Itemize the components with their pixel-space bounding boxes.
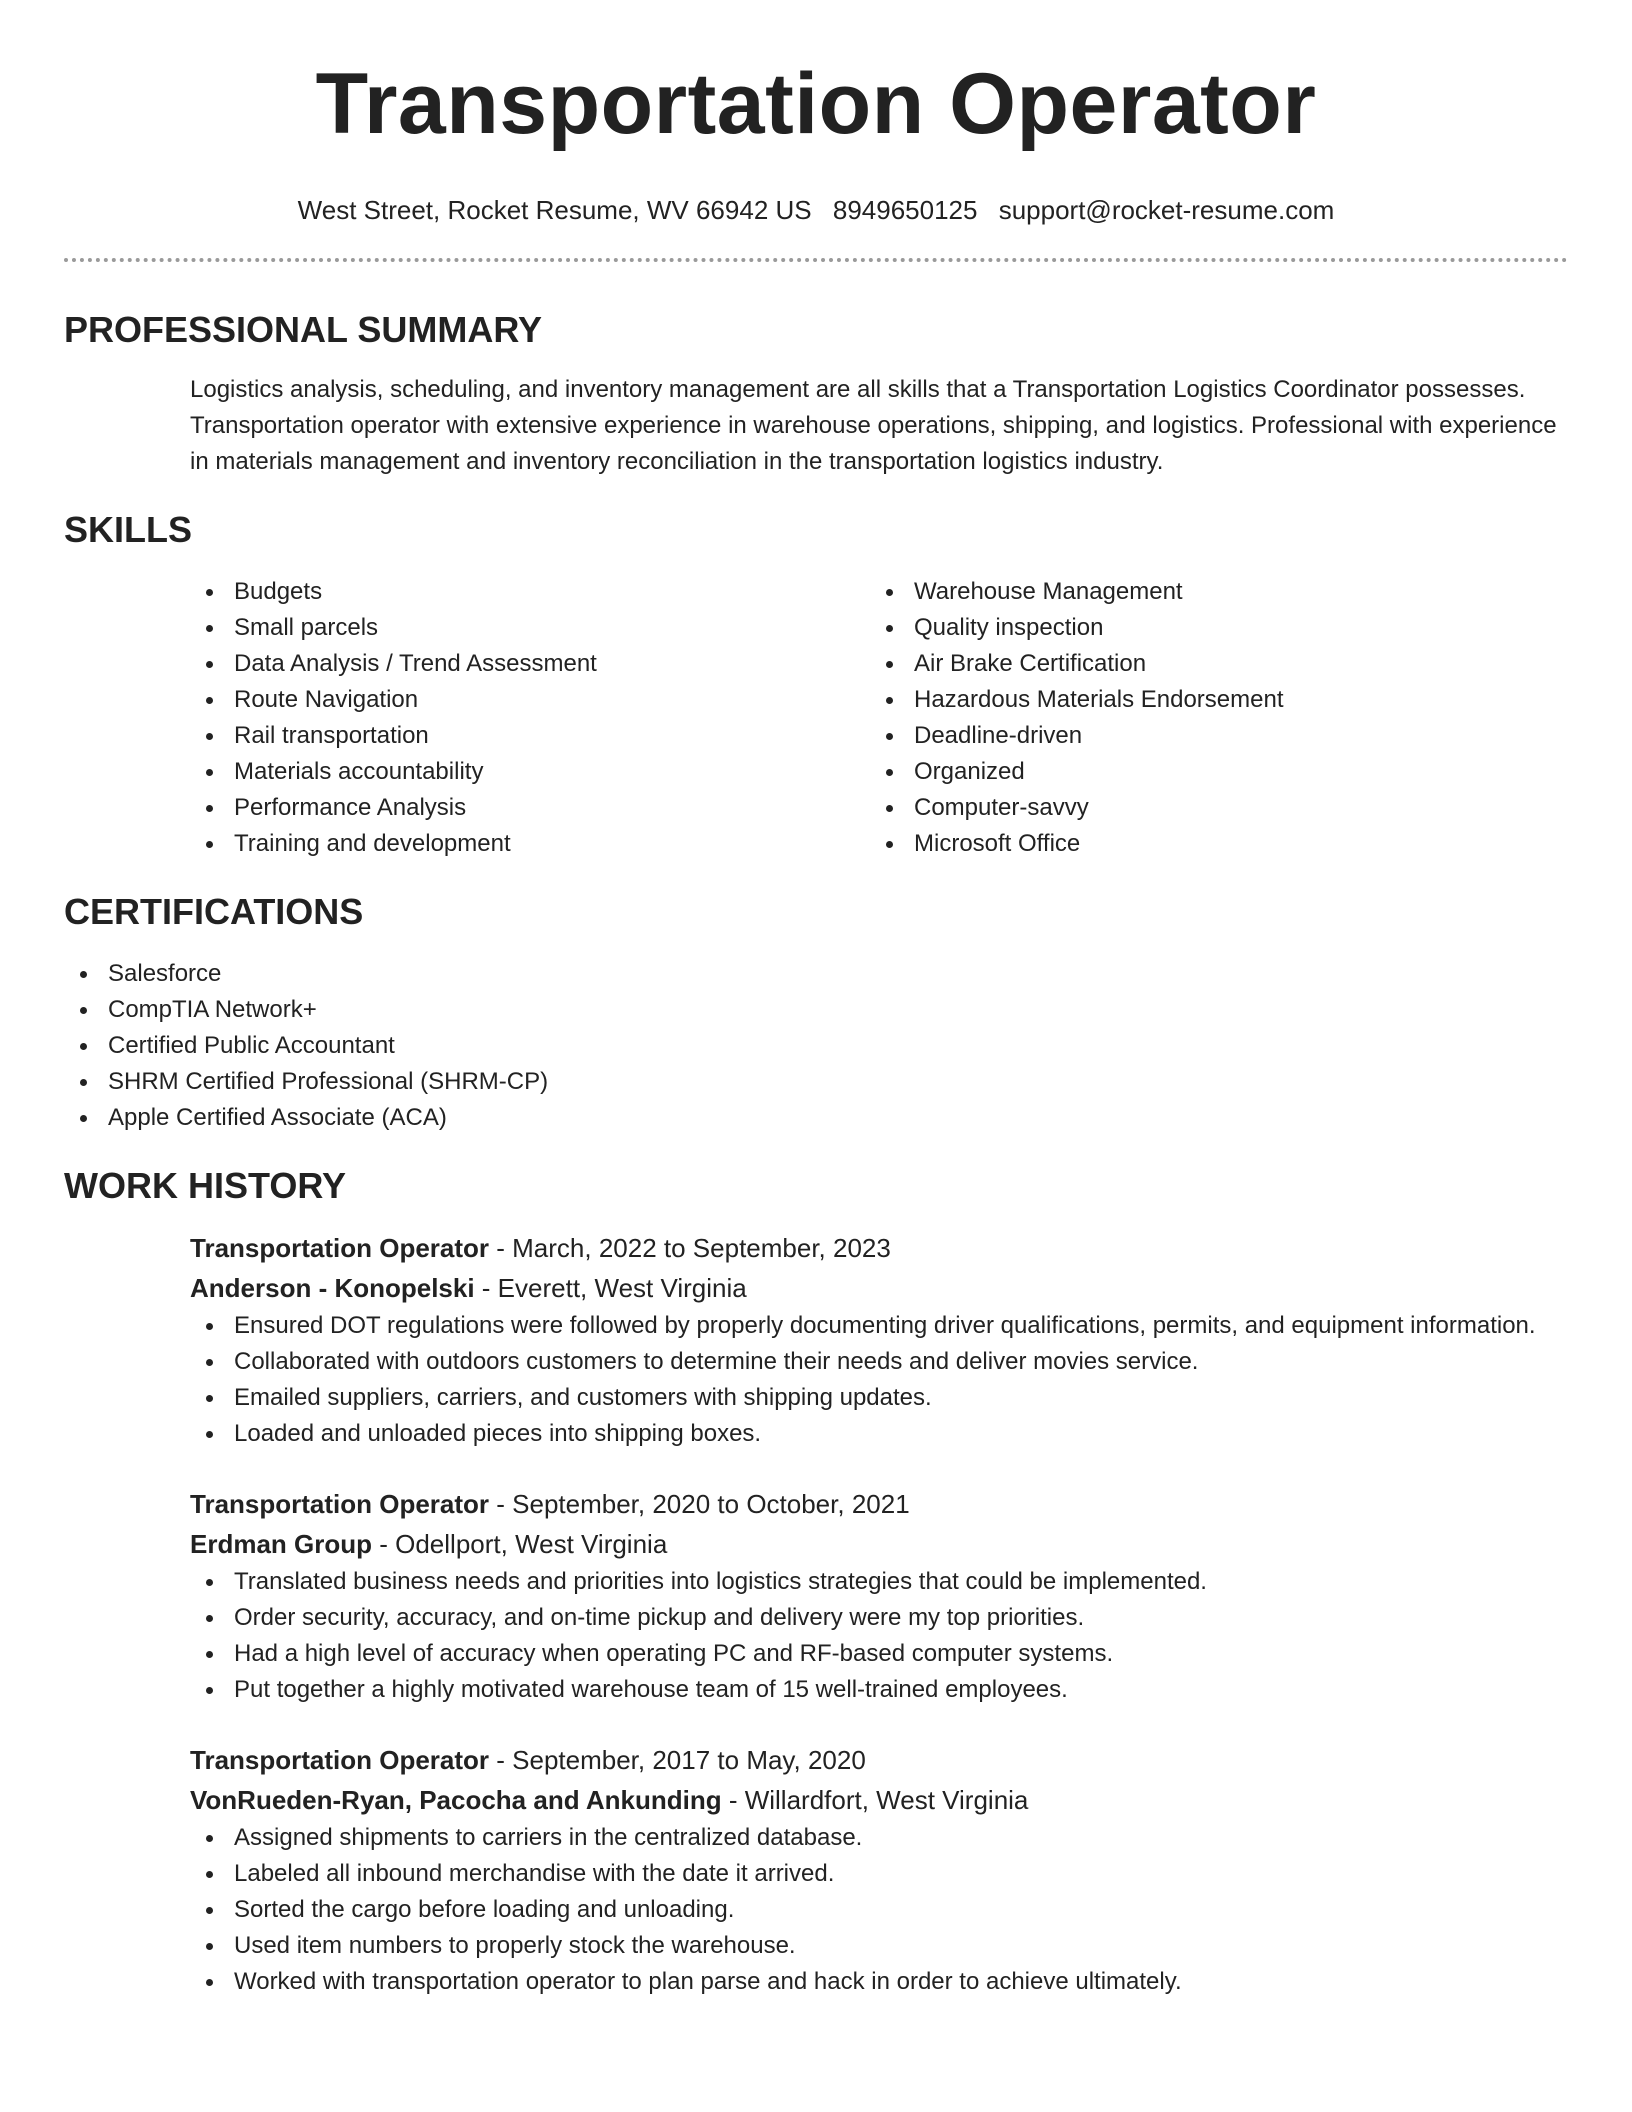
job-bullet: Worked with transportation operator to plan parse and hack in order to achieve ultimately. — [190, 1964, 1568, 2000]
work-history-heading: WORK HISTORY — [64, 1165, 347, 1206]
job-title-line — [190, 1740, 1568, 1780]
contact-address: West Street, Rocket Resume, WV 66942 US — [297, 195, 812, 225]
job-company: Anderson - Konopelski — [190, 1273, 475, 1303]
job-bullet: Labeled all inbound merchandise with the date it arrived. — [190, 1856, 1568, 1892]
skills-list-right — [870, 574, 1550, 862]
skill-item: Training and development — [190, 826, 870, 862]
job-role: Transportation Operator — [190, 1489, 490, 1519]
job-bullets — [190, 1820, 1568, 2000]
job-dates: - March, 2022 to September, 2023 — [489, 1233, 891, 1263]
skill-item: Rail transportation — [190, 718, 870, 754]
skill-item: Materials accountability — [190, 754, 870, 790]
job-bullets — [190, 1564, 1568, 1708]
certification-item: CompTIA Network+ — [64, 992, 1568, 1028]
job-bullet: Emailed suppliers, carriers, and customers with shipping updates. — [190, 1380, 1568, 1416]
job-bullet: Used item numbers to properly stock the warehouse. — [190, 1928, 1568, 1964]
skill-item: Deadline-driven — [870, 718, 1550, 754]
skill-item: Small parcels — [190, 610, 870, 646]
skill-item: Performance Analysis — [190, 790, 870, 826]
contact-line — [64, 194, 1568, 226]
summary-text: Logistics analysis, scheduling, and inventory management are all skills that a Transportation Logistics Coordinator possesses. Transportation operator with extensive experience in warehouse operations, shipping, and logistics. Professional with experience in materials management and inventory reconciliation in the transportation logistics industry. — [190, 376, 1557, 475]
certification-item: Apple Certified Associate (ACA) — [64, 1100, 1568, 1136]
certification-item: SHRM Certified Professional (SHRM-CP) — [64, 1064, 1568, 1100]
skill-item: Microsoft Office — [870, 826, 1550, 862]
skill-item: Hazardous Materials Endorsement — [870, 682, 1550, 718]
header-divider — [64, 258, 1568, 262]
job-role: Transportation Operator — [190, 1233, 490, 1263]
job-title-line — [190, 1228, 1568, 1268]
job-bullet: Put together a highly motivated warehouse team of 15 well-trained employees. — [190, 1672, 1568, 1708]
skill-item: Air Brake Certification — [870, 646, 1550, 682]
job-entry — [190, 1484, 1568, 1708]
job-company-line — [190, 1780, 1568, 1820]
job-role: Transportation Operator — [190, 1745, 490, 1775]
job-dates: - September, 2017 to May, 2020 — [489, 1745, 866, 1775]
job-bullet: Collaborated with outdoors customers to determine their needs and deliver movies service. — [190, 1344, 1568, 1380]
skills-heading: SKILLS — [64, 509, 193, 550]
job-location: - Odellport, West Virginia — [372, 1529, 668, 1559]
job-dates: - September, 2020 to October, 2021 — [489, 1489, 910, 1519]
skill-item: Warehouse Management — [870, 574, 1550, 610]
contact-email: support@rocket-resume.com — [998, 195, 1335, 225]
skill-item: Computer-savvy — [870, 790, 1550, 826]
job-bullet: Sorted the cargo before loading and unloading. — [190, 1892, 1568, 1928]
job-location: - Everett, West Virginia — [474, 1273, 747, 1303]
summary-heading: PROFESSIONAL SUMMARY — [64, 309, 543, 350]
job-bullet: Assigned shipments to carriers in the centralized database. — [190, 1820, 1568, 1856]
job-bullet: Had a high level of accuracy when operating PC and RF-based computer systems. — [190, 1636, 1568, 1672]
job-bullet: Translated business needs and priorities into logistics strategies that could be implemented. — [190, 1564, 1568, 1600]
job-company-line — [190, 1524, 1568, 1564]
job-company: Erdman Group — [190, 1529, 373, 1559]
skills-list-left — [190, 574, 870, 862]
skill-item: Budgets — [190, 574, 870, 610]
job-bullet: Order security, accuracy, and on-time pickup and delivery were my top priorities. — [190, 1600, 1568, 1636]
skills-grid — [190, 574, 1568, 862]
job-entry — [190, 1740, 1568, 2000]
job-bullet: Loaded and unloaded pieces into shipping boxes. — [190, 1416, 1568, 1452]
job-company-line — [190, 1268, 1568, 1308]
job-bullet: Ensured DOT regulations were followed by properly documenting driver qualifications, permits, and equipment information. — [190, 1308, 1568, 1344]
skill-item: Quality inspection — [870, 610, 1550, 646]
skill-item: Route Navigation — [190, 682, 870, 718]
certifications-heading: CERTIFICATIONS — [64, 891, 364, 932]
certifications-list — [64, 956, 1568, 1136]
job-bullets — [190, 1308, 1568, 1452]
job-title-line — [190, 1484, 1568, 1524]
job-location: - Willardfort, West Virginia — [721, 1785, 1029, 1815]
job-entry — [190, 1228, 1568, 1452]
job-company: VonRueden-Ryan, Pacocha and Ankunding — [190, 1785, 722, 1815]
skill-item: Data Analysis / Trend Assessment — [190, 646, 870, 682]
contact-phone: 8949650125 — [832, 195, 978, 225]
skill-item: Organized — [870, 754, 1550, 790]
certification-item: Certified Public Accountant — [64, 1028, 1568, 1064]
resume-name: Transportation Operator — [315, 56, 1317, 152]
certification-item: Salesforce — [64, 956, 1568, 992]
